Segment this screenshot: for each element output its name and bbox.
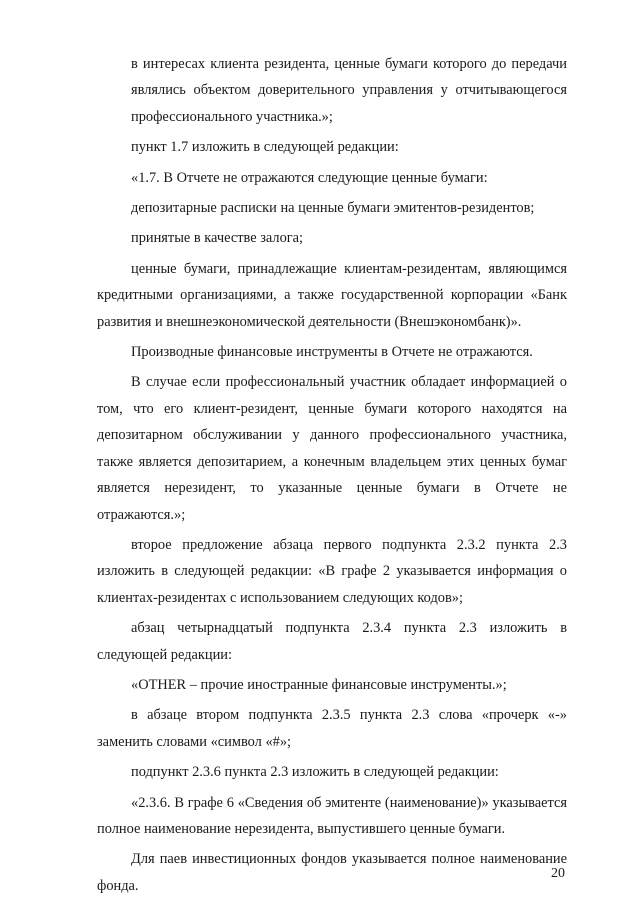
paragraph: В случае если профессиональный участник обладает информацией о том, что его клиент-резидент, ценные бумаги которого находятся на депозитарном обслуживании у данного профессионального участника, также является депозитарием, а конечным владельцем этих ценных бумаг является нерезидент, то указанные ценные бумаги в Отчете не отражаются.»;: [97, 374, 567, 523]
paragraph: «2.3.6. В графе 6 «Сведения об эмитенте (наименование)» указывается полное наименование нерезидента, выпустившего ценные бумаги.: [97, 794, 567, 837]
paragraph: абзац четырнадцатый подпункта 2.3.4 пункта 2.3 изложить в следующей редакции:: [97, 620, 567, 663]
paragraph: ценные бумаги, принадлежащие клиентам-резидентам, являющимся кредитными организациями, а также государственной корпорации «Банк развития и внешнеэкономической деятельности (Внешэкономбанк)».: [97, 260, 567, 330]
paragraph: Производные финансовые инструменты в Отчете не отражаются.: [131, 344, 533, 361]
paragraph: в абзаце втором подпункта 2.3.5 пункта 2.3 слова «прочерк «-» заменить словами «символ «#»;: [97, 707, 567, 750]
paragraph: пункт 1.7 изложить в следующей редакции:: [131, 139, 399, 156]
paragraph: Для паев инвестиционных фондов указывается полное наименование фонда.: [97, 851, 567, 894]
paragraph: депозитарные расписки на ценные бумаги эмитентов-резидентов;: [131, 200, 535, 217]
paragraph: «OTHER – прочие иностранные финансовые инструменты.»;: [131, 676, 507, 693]
paragraph-continuation: в интересах клиента резидента, ценные бумаги которого до передачи являлись объектом доверительного управления у отчитывающегося профессионального участника.»;: [131, 56, 567, 125]
paragraph: подпункт 2.3.6 пункта 2.3 изложить в следующей редакции:: [131, 764, 499, 781]
paragraph: второе предложение абзаца первого подпункта 2.3.2 пункта 2.3 изложить в следующей редакции: «В графе 2 указывается информация о клиентах-резидентах с использованием следующих кодов»;: [97, 536, 567, 606]
paragraph: принятые в качестве залога;: [131, 230, 304, 247]
page-number: 20: [551, 866, 565, 881]
paragraph: «1.7. В Отчете не отражаются следующие ценные бумаги:: [131, 169, 488, 186]
document-body: [97, 51, 567, 903]
